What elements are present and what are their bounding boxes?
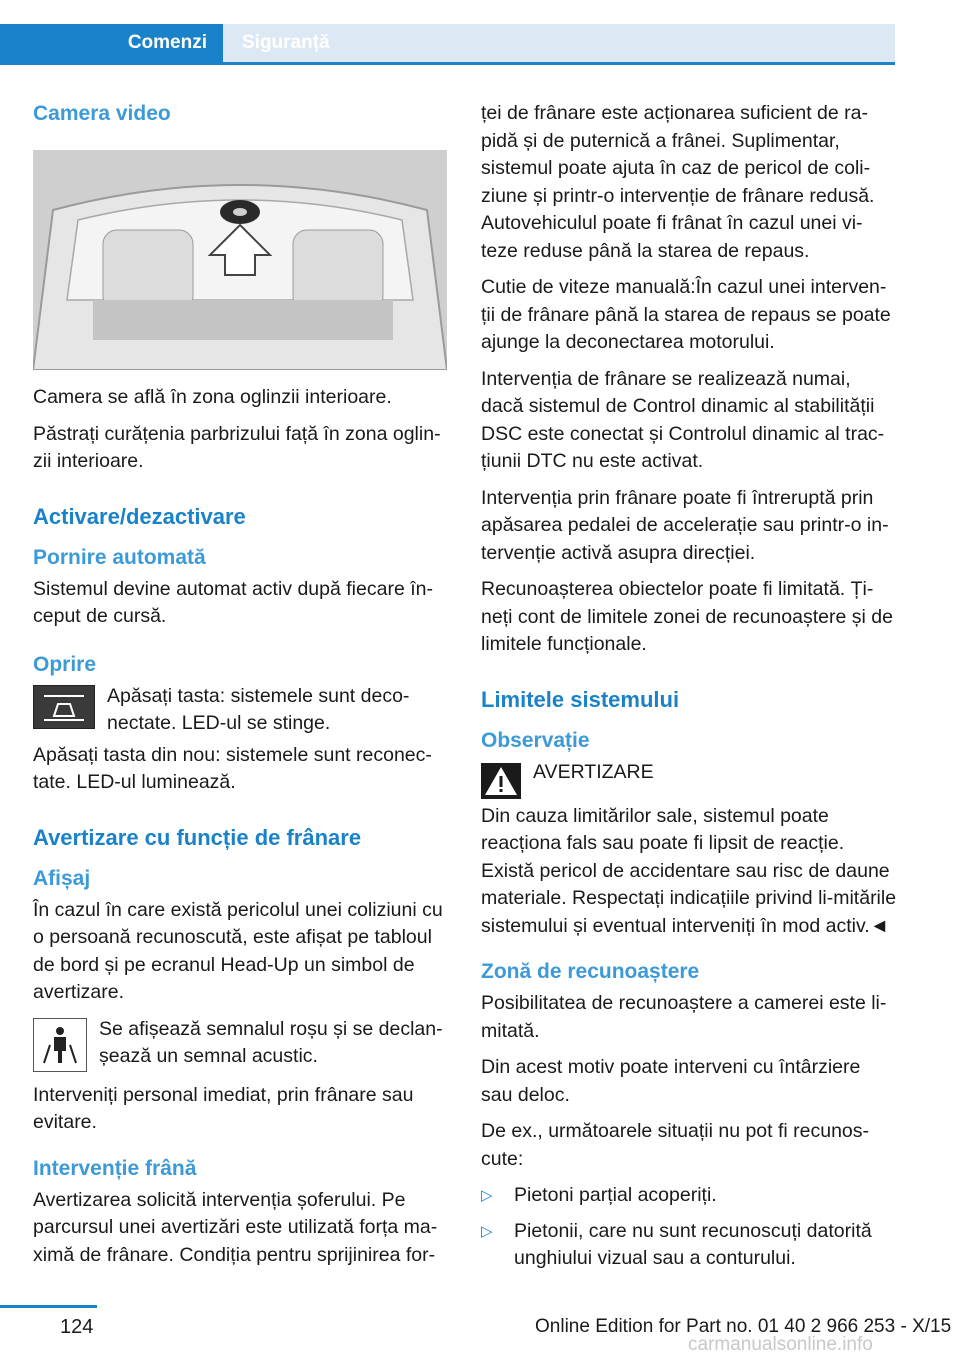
- footer-divider: [0, 1305, 97, 1308]
- pedestrian-warning-icon: [33, 1018, 87, 1072]
- cutie-text: Cutie de viteze manuală:În cazul unei interven‐ții de frânare până la starea de repaus se poate ajunge la deconectarea motorului.: [481, 276, 891, 353]
- heading-afisaj: Afișaj: [33, 866, 91, 890]
- page-number: 124: [60, 1316, 94, 1338]
- collision-button-icon: [33, 685, 95, 729]
- triangle-bullet-icon: ▷: [481, 1187, 493, 1204]
- heading-avertizare: Avertizare cu funcție de frânare: [33, 824, 362, 850]
- edition-text: Online Edition for Part no. 01 40 2 966 253 - X/15: [535, 1316, 952, 1337]
- header-divider: [0, 62, 895, 65]
- warning-text: Din cauza limitărilor sale, sistemul poate reacționa fals sau poate fi lipsit de reacție. Există pericol de accidentare sau risc de daune materiale. Respectați indicațiile privind li‐mitările sistemului și eventual interveniți în mod activ.◄: [481, 804, 897, 937]
- heading-camera-video: Camera video: [33, 102, 171, 125]
- heading-zona: Zonă de recunoaștere: [481, 960, 700, 983]
- tab-comenzi[interactable]: Comenzi: [0, 24, 223, 62]
- windshield-image: [33, 150, 447, 370]
- right-column: [481, 100, 897, 1281]
- oprire-text-1: Apăsați tasta: sistemele sunt deco‐nectate. LED-ul se stinge.: [107, 684, 410, 734]
- zona-text-3: De ex., următoarele situații nu pot fi recunos‐cute:: [481, 1120, 870, 1170]
- oprire-text-2: Apăsați tasta din nou: sistemele sunt reconec‐tate. LED-ul luminează.: [33, 743, 432, 793]
- camera-text-2: Păstrați curățenia parbrizului față în zona oglin‐zii interioare.: [33, 422, 441, 472]
- semnal-row: [33, 1016, 449, 1072]
- zona-text-1: Posibilitatea de recunoaștere a camerei este li‐mitată.: [481, 992, 887, 1042]
- oprire-row: [33, 683, 449, 738]
- continuation-text: ței de frânare este acționarea suficient de ra‐pidă și de puternică a frânei. Suplimentar, sistemul poate ajuta în caz de pericol de coli‐ziune și printr-o intervenție de frânare redusă. Autovehiculul poate fi frânat în cazul unei vi‐teze reduse până la starea de repaus.: [481, 102, 875, 262]
- triangle-bullet-icon: ▷: [481, 1222, 493, 1240]
- warning-triangle-icon: [481, 763, 521, 799]
- header-tabs: [0, 24, 895, 62]
- pornire-text: Sistemul devine automat activ după fiecare în‐ceput de cursă.: [33, 577, 433, 627]
- zona-text-2: Din acest motiv poate interveni cu întârziere sau deloc.: [481, 1056, 861, 1106]
- heading-interventie: Intervenție frână: [33, 1156, 197, 1180]
- warning-title: AVERTIZARE: [533, 760, 654, 783]
- semnal-text: Se afișează semnalul roșu și se declan‐șează un semnal acustic.: [99, 1017, 443, 1067]
- watermark: carmanualsonline.info: [688, 1334, 873, 1355]
- interventie-text: Avertizarea solicită intervenția șoferului. Pe parcursul unei avertizări este utilizată forța ma‐ximă de frânare. Condiția pentru sprijinirea for‐: [33, 1188, 438, 1266]
- heading-limitele: Limitele sistemului: [481, 686, 680, 712]
- dsc-text: Intervenția de frânare se realizează numai, dacă sistemul de Control dinamic al stabilității DSC este conectat și Controlul dinamic al trac‐țiunii DTC nu este activat.: [481, 367, 885, 472]
- tab-siguranta[interactable]: Siguranță: [223, 24, 895, 62]
- situations-list: [481, 1182, 897, 1273]
- list-item: ▷ Pietonii, care nu sunt recunoscuți datorită unghiului vizual sau a conturului.: [481, 1218, 897, 1273]
- heading-oprire: Oprire: [33, 652, 97, 676]
- recunoastere-text: Recunoașterea obiectelor poate fi limitată. Ți‐neți cont de limitele zonei de recunoaștere și de limitele funcționale.: [481, 578, 893, 655]
- heading-activare: Activare/dezactivare: [33, 503, 246, 529]
- camera-text-1: Camera se află în zona oglinzii interioare.: [33, 386, 392, 408]
- list-item: ▷ Pietoni parțial acoperiți.: [481, 1182, 897, 1210]
- afisaj-text: În cazul în care există pericolul unei coliziuni cu o persoană recunoscută, este afișat pe tabloul de bord și pe ecranul Head-Up un simbol de avertizare.: [33, 898, 443, 1003]
- left-column: [33, 96, 449, 1278]
- interveniti-text: Interveniți personal imediat, prin frânare sau evitare.: [33, 1083, 414, 1133]
- camera-illustration: [33, 150, 447, 370]
- heading-pornire: Pornire automată: [33, 545, 206, 569]
- intrerupta-text: Intervenția prin frânare poate fi întreruptă prin apăsarea pedalei de accelerație sau printr-o in‐tervenție activă asupra direcției.: [481, 486, 889, 564]
- warning-row: [481, 759, 897, 799]
- heading-observatie: Observație: [481, 728, 590, 752]
